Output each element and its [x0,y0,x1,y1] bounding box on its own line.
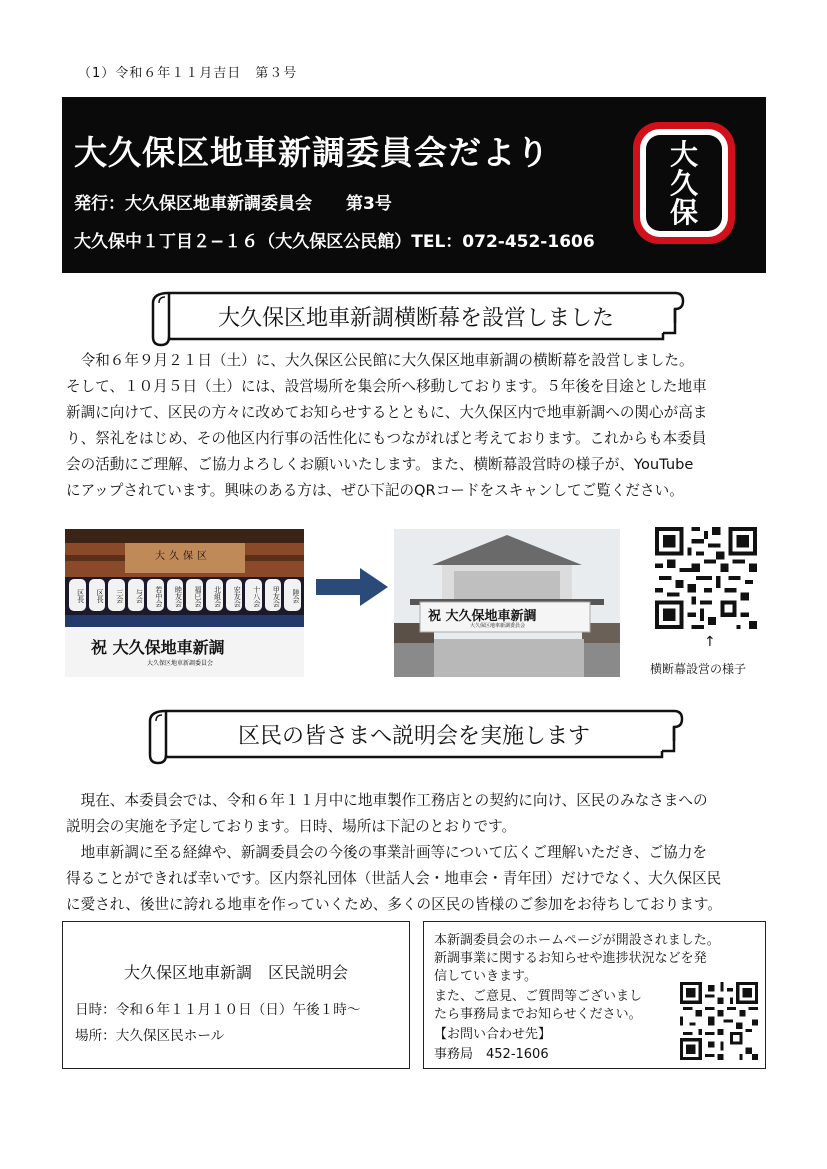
lantern: 三会 [108,579,125,611]
meeting-info-box [62,921,410,1069]
hall-sign: 大久保区 [155,551,211,562]
lantern: 区長 [89,579,106,611]
lantern: 福巳会 [186,579,203,611]
lantern: 宏友会 [226,579,243,611]
homepage-qr-code [680,982,758,1060]
lantern: 北組会 [206,579,223,611]
homepage-line: たら事務局までお知らせください。 [434,1007,642,1022]
photo-meeting-hall-banner [394,529,620,677]
lantern: 十八会 [245,579,262,611]
lantern-row [69,579,301,611]
body-line: 説明会の実施を予定しております。日時、場所は下記のとおりです。 [66,818,517,835]
homepage-line: 本新調委員会のホームページが開設されました。 [434,933,720,948]
photo-hall-banner [65,529,304,677]
section1-heading: 大久保区地車新調横断幕を設営しました [217,306,614,331]
homepage-line: また、ご意見、ご質問等ございまし [434,989,643,1004]
lantern: 与会 [128,579,145,611]
homepage-line: 信していきます。 [434,969,537,984]
lantern: 若中会 [147,579,164,611]
lantern: 区長 [69,579,86,611]
section1-body [66,348,766,504]
contact-phone: 事務局 452-1606 [434,1047,549,1062]
body-line: り、祭礼をはじめ、その他区内行事の活性化にもつながればと考えております。これからも本委員 [66,430,707,447]
homepage-line: 新調事業に関するお知らせや進捗状況などを発 [434,951,707,966]
body-line: 令和６年９月２１日（土）に、大久保区公民館に大久保区地車新調の横断幕を設営しました。 [80,352,694,369]
meeting-place: 場所：大久保区民ホール [75,1028,225,1044]
section1-heading-banner [147,283,685,347]
body-line: 得ることができれば幸いです。区内祭礼団体（世話人会・地車会・青年団）だけでなく、大久保区民 [66,870,722,887]
meeting-datetime: 日時：令和６年１１月１０日（日）午後１時～ [75,1002,361,1018]
body-line: 現在、本委員会では、令和６年１１月中に地車製作工務店との契約に向け、区民のみなさまへの [80,792,708,809]
body-line: そして、１０月５日（土）には、設営場所を集会所へ移動しております。５年後を目途とした地車 [66,378,707,395]
banner-sub-text: 大久保区地車新調委員会 [147,660,214,667]
body-line: にアップされています。興味のある方は、ぜひ下記のQRコードをスキャンしてご覧ください。 [66,482,684,499]
section2-body [66,788,766,918]
banner-main-text: 祝 大久保地車新調 [428,609,537,624]
arrow-right-icon [316,568,388,606]
body-line: に愛され、後世に誇れる地車を作っていくため、多くの区民の皆様のご参加をお待ちしております。 [66,896,722,913]
logo-char-2: 久 [669,167,699,200]
logo-char-1: 大 [669,138,699,171]
logo-char-3: 保 [669,196,699,229]
body-line: 地車新調に至る経緯や、新調委員会の今後の事業計画等について広くご理解いただき、ご協力を [80,844,707,861]
section2-heading: 区民の皆さまへ説明会を実施します [237,724,590,749]
issue-line: （1）令和６年１１月吉日 第３号 [78,66,298,81]
lantern: 睦友会 [167,579,184,611]
banner-main-text: 祝 大久保地車新調 [91,638,225,657]
address-line: 大久保中１丁目２−１６（大久保区公民館）TEL：072-452-1606 [74,232,595,252]
contact-heading: 【お問い合わせ先】 [434,1027,552,1042]
lantern: 陸会 [284,579,301,611]
meeting-title: 大久保区地車新調 区民説明会 [123,963,348,982]
up-arrow-icon: ↑ [704,634,716,650]
okubo-logo [630,119,738,247]
publisher-line: 発行：大久保区地車新調委員会 第3号 [74,194,392,214]
youtube-qr-code [655,527,757,629]
lantern: 甲友会 [265,579,282,611]
newsletter-title: 大久保区地車新調委員会だより [74,133,550,172]
photo-caption: 横断幕設営の様子 [650,662,747,676]
body-line: 会の活動にご理解、ご協力よろしくお願いいたします。また、横断幕設営時の様子が、YouTube [66,456,694,473]
banner-sub-text: 大久保区地車新調委員会 [470,623,526,629]
masthead [62,97,766,273]
homepage-info-box [423,921,766,1069]
body-line: 新調に向けて、区民の方々に改めてお知らせするとともに、大久保区内で地車新調への関心が高ま [66,404,708,421]
section2-heading-banner [144,701,684,765]
